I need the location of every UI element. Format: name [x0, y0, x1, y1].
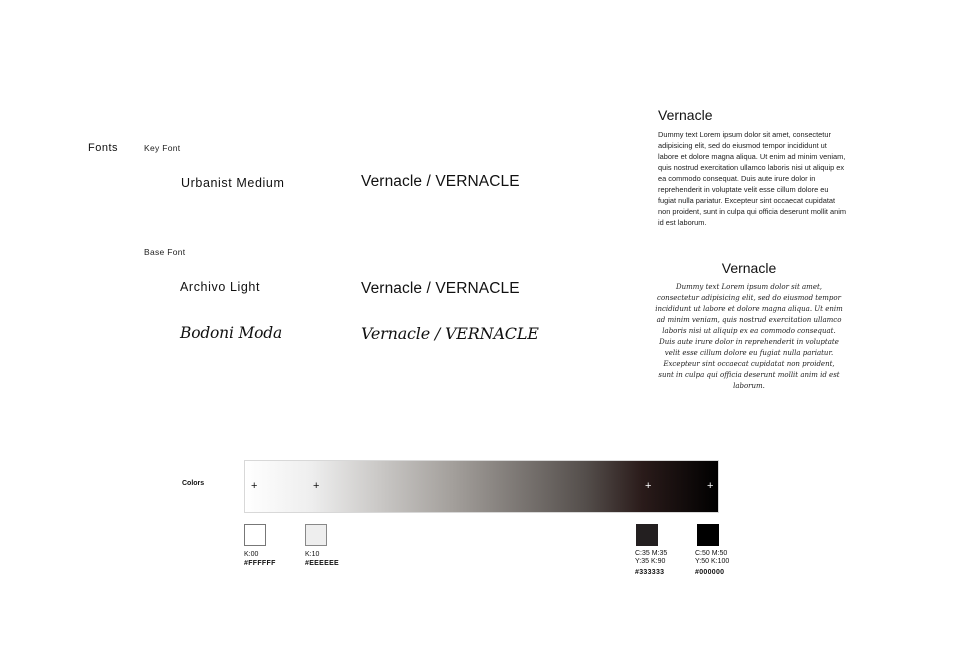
swatch-dark-hex: #333333 — [635, 569, 665, 576]
swatch-black-cmyk-line1: C:50 M:50 — [695, 550, 728, 557]
swatch-light-gray-k-value: K:10 — [305, 551, 320, 558]
base-font-2-name: Bodoni Moda — [180, 324, 283, 342]
gradient-marker-black: + — [707, 480, 714, 492]
sans-paragraph-heading: Vernacle — [658, 107, 713, 123]
serif-paragraph-sample — [655, 260, 843, 392]
serif-paragraph-body: Dummy text Lorem ipsum dolor sit amet, consectetur adipisicing elit, sed do eiusmod tempor incididunt ut labore et dolore magna aliqua. Ut enim ad minim veniam, quis nostrud exercitation ullamco laboris nisi ut aliquip ex ea commodo consequat. Duis aute irure dolor in reprehenderit in voluptate velit esse cillum dolore eu fugiat nulla pariatur. Excepteur sint occaecat cupidatat non proident, sunt in culpa qui officia deserunt mollit anim id est laborum. — [655, 283, 843, 390]
swatch-dark-cmyk-line1: C:35 M:35 — [635, 550, 668, 557]
gradient-marker-white: + — [251, 480, 258, 492]
swatch-black-hex: #000000 — [695, 569, 725, 576]
swatch-light-gray — [305, 524, 327, 546]
gradient-marker-dark: + — [645, 480, 652, 492]
swatch-black-cmyk-line2: Y:50 K:100 — [695, 558, 730, 565]
swatch-white-k-value: K:00 — [244, 551, 259, 558]
gradient-marker-light-gray: + — [313, 480, 320, 492]
swatch-white — [244, 524, 266, 546]
swatch-dark — [636, 524, 658, 546]
swatch-white-hex: #FFFFFF — [244, 560, 276, 567]
key-font-label: Key Font — [144, 143, 181, 153]
base-font-1-name: Archivo Light — [180, 280, 261, 294]
sans-paragraph-sample — [658, 107, 848, 228]
swatch-black — [697, 524, 719, 546]
base-font-1-sample: Vernacle / VERNACLE — [361, 280, 520, 297]
colors-section-title: Colors — [182, 480, 205, 487]
fonts-section-title: Fonts — [88, 142, 119, 154]
key-font-name: Urbanist Medium — [181, 176, 285, 190]
key-font-sample: Vernacle / VERNACLE — [361, 173, 520, 190]
base-font-label: Base Font — [144, 247, 186, 257]
base-font-2-sample: Vernacle / VERNACLE — [361, 324, 539, 343]
serif-paragraph-heading: Vernacle — [721, 260, 777, 276]
swatch-dark-cmyk-line2: Y:35 K:90 — [635, 558, 666, 565]
sans-paragraph-body: Dummy text Lorem ipsum dolor sit amet, consectetur adipisicing elit, sed do eiusmod tempor incididunt ut labore et dolore magna aliqua. Ut enim ad minim veniam, quis nostrud exercitation ullamco laboris nisi ut aliquip ex ea commodo consequat. Duis aute irure dolor in reprehenderit in voluptate velit esse cillum dolore eu fugiat nulla pariatur. Excepteur sint occaecat cupidatat non proident, sunt in culpa qui officia deserunt mollit anim id est laborum. — [658, 130, 847, 227]
swatch-light-gray-hex: #EEEEEE — [305, 560, 340, 567]
